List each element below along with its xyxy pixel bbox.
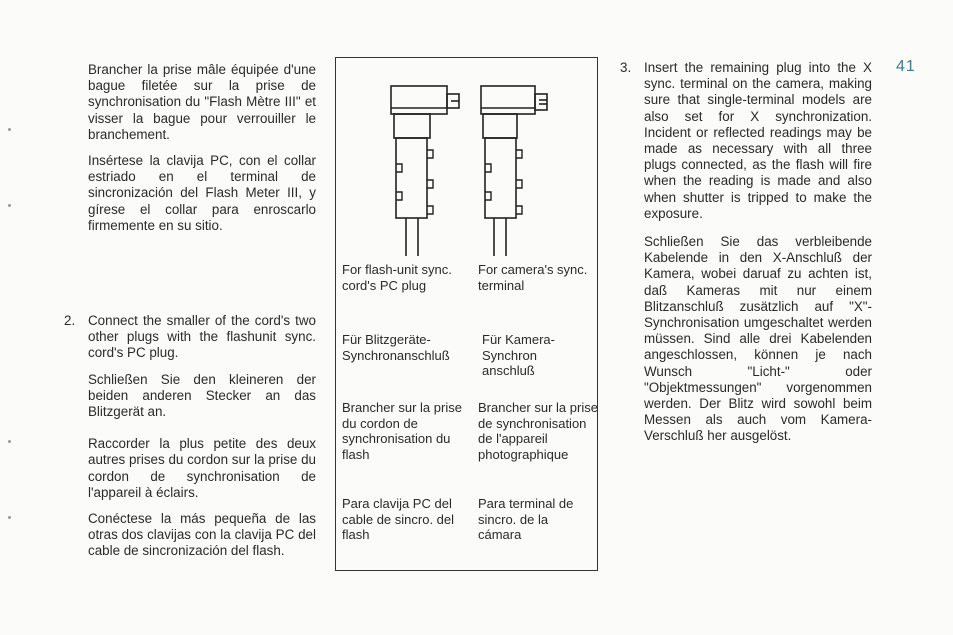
plug-pin [535, 94, 547, 110]
plug-collar [394, 114, 430, 138]
plug-diagram-figure [335, 57, 598, 571]
step-2-german: Schließen Sie den kleineren der beiden anderen Stecker an das Blitzgerät an. [88, 371, 316, 420]
plug-body [485, 138, 516, 218]
plug-head [391, 86, 447, 114]
plug-collar [483, 114, 517, 138]
plug-head [481, 86, 535, 114]
plug-illustrations [336, 58, 599, 572]
spanish-paragraph: Insértese la clavija PC, con el collar estriado en el terminal de sincronización del Flash Meter III, y gírese el collar para enroscarlo firmemente en su sitio. [88, 153, 316, 233]
step-2-number: 2. [64, 313, 76, 328]
margin-mark [8, 204, 11, 207]
page-number: 41 [896, 58, 916, 75]
margin-mark [8, 516, 11, 519]
margin-mark [8, 128, 11, 131]
left-caption-spanish: Para clavija PC del cable de sincro. del flash [342, 496, 455, 543]
step-3 [620, 60, 872, 445]
step-3-english: Insert the remaining plug into the X sync. terminal on the camera, making sure that single-terminal models are also set for X synchronization. Incident or reflected readings may be made as necessary with all three plugs connected, as the flash will fire when the reading is made and also when shutter is tripped to make the exposure. [644, 60, 872, 221]
left-caption-english: For flash-unit sync. cord's PC plug [342, 262, 452, 293]
plug-body [396, 138, 427, 218]
margin-mark [8, 440, 11, 443]
left-caption-german: Für Blitzgeräte-Synchronanschluß [342, 332, 450, 363]
step-2-english: Connect the smaller of the cord's two other plugs with the flashunit sync. cord's PC plug. [88, 313, 316, 361]
right-caption-spanish: Para terminal de sincro. de la cámara [478, 496, 574, 543]
step-2-spanish: Conéctese la más pequeña de las otras dos clavijas con la clavija PC del cable de sincronización del flash. [88, 511, 316, 559]
left-caption-french: Brancher sur la prise du cordon de synchronisation du flash [342, 400, 462, 462]
step-2-french: Raccorder la plus petite des deux autres prises du cordon sur la prise du cordon de synchronisation de l'appareil à éclairs. [88, 436, 316, 500]
french-paragraph: Brancher la prise mâle équipée d'une bague filetée sur la prise de synchronisation du "Flash Mètre III" et visser la bague pour verrouiller le branchement. [88, 62, 316, 142]
right-caption-german: Für Kamera-Synchron anschluß [482, 332, 555, 379]
right-caption-english: For camera's sync. terminal [478, 262, 588, 293]
step-2 [64, 313, 316, 570]
right-caption-french: Brancher sur la prise de synchronisation de l'appareil photographique [478, 400, 598, 462]
flash-unit-pc-plug-drawing [391, 86, 459, 256]
camera-terminal-plug-drawing [481, 86, 547, 256]
step-3-number: 3. [620, 60, 632, 75]
left-column-top [88, 62, 316, 234]
step-3-german: Schließen Sie das verbleibende Kabelende in den X-Anschluß der Kamera, wobei daruaf zu achten ist, daß Kameras mit nur einem Blitzanschluß zusätzlich auf "X"-Synchronisation umgeschaltet werden müssen. Sind alle drei Kabelenden angeschlossen, können je nach Wunsch "Licht-" oder "Objektmessungen" vorgenommen werden. Der Blitz wird sowohl beim Messen als auch vom Kamera-Verschluß her ausgelöst. [644, 234, 872, 444]
